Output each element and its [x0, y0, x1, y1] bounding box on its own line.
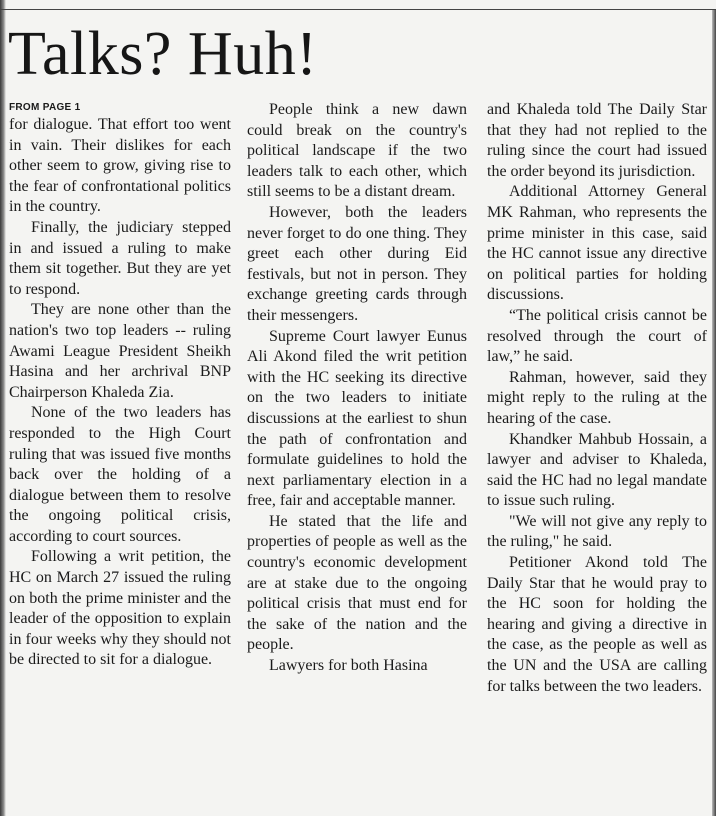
dateline: FROM PAGE 1: [9, 102, 81, 113]
article-paragraph: Following a writ petition, the HC on March 27 issued the ruling on both the prime minister and the leader of the opposition to explain in four weeks why they should not be directed to sit for a dialogue.: [9, 548, 231, 669]
article-paragraph: Khandker Mahbub Hossain, a lawyer and adviser to Khaleda, said the HC had no legal mandate to issue such ruling.: [487, 430, 707, 510]
article-column-3: [487, 100, 707, 697]
article-paragraph: for dialogue. That effort too went in vain. Their dislikes for each other seem to grow, giving rise to the fear of confrontational politics in the country.: [9, 116, 231, 216]
article-paragraph: Supreme Court lawyer Eunus Ali Akond filed the writ petition with the HC seeking its directive on the two leaders to initiate discussions at the earliest to shun the path of confrontation and formulate guidelines to hold the next parliamentary election in a free, fair and acceptable manner.: [247, 327, 467, 510]
article-paragraph: Lawyers for both Hasina: [269, 657, 428, 675]
article-paragraph: Finally, the judiciary stepped in and issued a ruling to make them sit together. But they are yet to respond.: [9, 218, 231, 298]
article-paragraph: Additional Attorney General MK Rahman, who represents the prime minister in this case, said the HC cannot issue any directive on political parties for holding discussions.: [487, 183, 707, 304]
article-paragraph: However, both the leaders never forget to do one thing. They greet each other during Eid festivals, but not in person. They exchange greeting cards through their messengers.: [247, 203, 467, 324]
article-paragraph: “The political crisis cannot be resolved through the court of law,” he said.: [487, 306, 707, 366]
page-left-edge-shadow: [0, 0, 6, 816]
article-paragraph: They are none other than the nation's two top leaders -- ruling Awami League President Sheikh Hasina and her archrival BNP Chairperson Khaleda Zia.: [9, 301, 231, 401]
headline: Talks? Huh!: [8, 20, 318, 88]
article-column-2: [247, 100, 467, 677]
article-paragraph: He stated that the life and properties of people as well as the country's economic development are at stake due to the ongoing political crisis that must end for the sake of the nation and the people.: [247, 512, 467, 654]
article-column-1: [9, 100, 231, 671]
article-paragraph: Rahman, however, said they might reply to the ruling at the hearing of the case.: [487, 368, 707, 427]
article-paragraph: None of the two leaders has responded to the High Court ruling that was issued five months back over the holding of a dialogue between them to resolve the ongoing political crisis, according to court sources.: [9, 404, 231, 545]
article-paragraph: "We will not give any reply to the ruling," he said.: [487, 512, 707, 551]
article-paragraph: People think a new dawn could break on the country's political landscape if the two leaders talk to each other, which still seems to be a distant dream.: [247, 101, 467, 201]
top-rule: [0, 9, 716, 10]
article-paragraph: Petitioner Akond told The Daily Star that he would pray to the HC soon for holding the hearing and giving a directive in the case, as the people as well as the UN and the USA are calling for talks between the two leaders.: [487, 554, 707, 695]
page-right-edge-shadow: [712, 10, 716, 816]
article-paragraph: and Khaleda told The Daily Star that they had not replied to the ruling since the court had issued the order beyond its jurisdiction.: [487, 101, 707, 180]
